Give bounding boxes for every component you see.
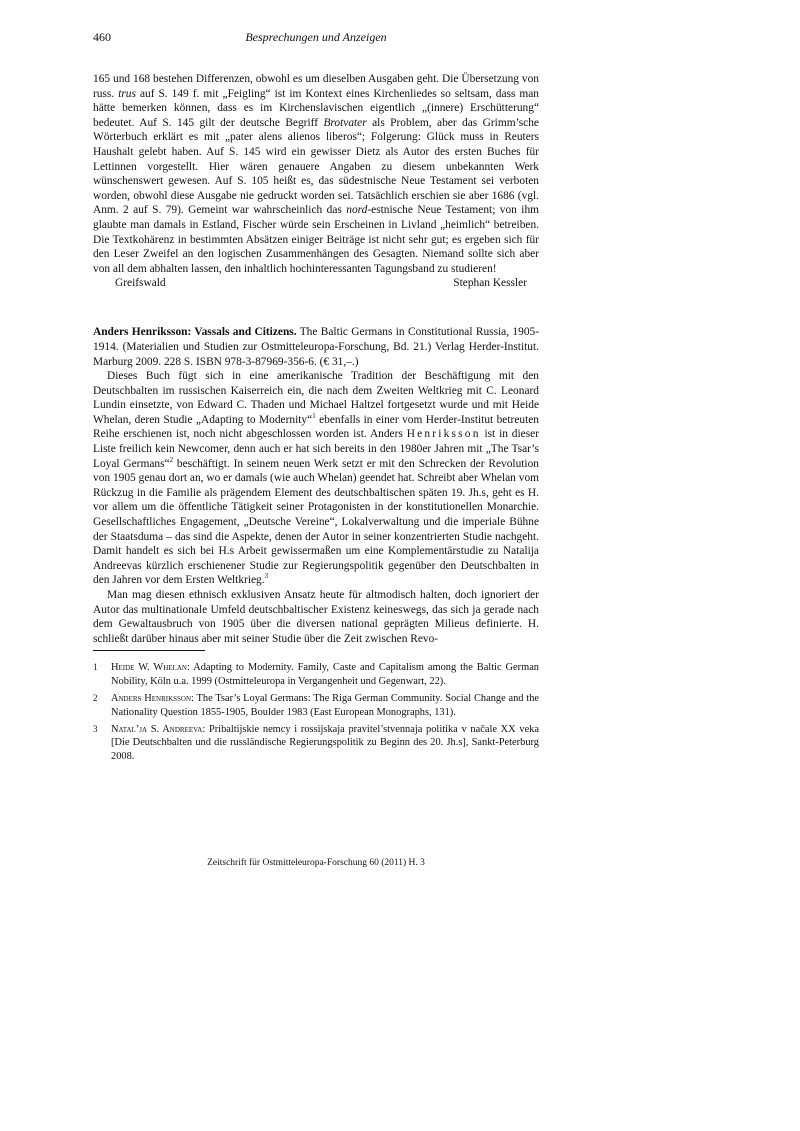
journal-footer: Zeitschrift für Ostmitteleuropa-Forschung 60 (2011) H. 3 [207,858,425,868]
page-number: 460 [93,30,111,44]
footnote-rule [93,650,205,651]
footnote-ref-2: 2 [169,455,174,464]
review-2 [93,325,539,646]
article-body [93,72,539,763]
author-name-spaced: Henriksson [406,428,481,441]
running-title: Besprechungen und Anzeigen [245,30,387,44]
term-brotvater: Brotvater [323,116,367,129]
book-heading: Anders Henriksson: Vassals and Citizens. [93,326,297,339]
term-nord: nord [346,204,368,217]
footnote-number: 2 [93,693,98,704]
footnote-3 [93,723,539,763]
review-1-signature [93,276,539,291]
book-citation [93,325,539,369]
footnote-2 [93,692,539,719]
footnote-1 [93,661,539,688]
footnotes [93,661,539,763]
review-2-paragraph-2: Man mag diesen ethnisch exklusiven Ansatz heute für altmodisch halten, doch ignoriert der Autor das multinationale Umfeld deutschbaltischer Existenz keineswegs, das sich ja gerade nach dem Gewaltausbruch von 1905 über die diversen national geprägten Milieus definierte. H. schließt darüber hinaus aber mit seiner Studie über die Zeit zwischen Revo- [93,589,539,645]
footnote-author: Anders Henriksson [111,693,192,705]
review-1-paragraph: 165 und 168 bestehen Differenzen, obwohl es um dieselben Ausgaben geht. Die Übersetzung von russ. trus auf S. 149 f. mit „Feigling“ ist im Kontext eines Kirchenliedes so seltsam, dass man hätte bemerken können, dass es im Kirchenslavischen eigentlich „(innere) Erschütterung“ bedeutet. Auf S. 145 gilt der deutsche Begriff Brotvater als Problem, aber das Grimm’sche Wörterbuch erklärt es mit „pater alens alienos liberos“; Folgerung: Glück muss in Reuters Haushalt gelebt haben. Auf S. 145 wird ein gewisser Dietz als Autor des ersten Buches für Lettinnen vorgestellt. Hier wären genauere Angaben zu diesem unbekannten Werk wünschenswert gewesen. Auf S. 105 heißt es, das südestnische Neue Testament sei verboten worden, obwohl diese Ausgabe nie gedruckt worden sei. Tatsächlich erschien sie aber 1686 (vgl. Anm. 2 auf S. 79). Gemeint war wahrscheinlich das nord-estnische Neue Testament; von ihm glaubte man damals in Estland, Fischer würde sein Erscheinen in Livland „heimlich“ betreiben. Die Textkohärenz in bestimmten Absätzen einiger Beiträge ist nicht sehr gut; es ergeben sich für den Leser Zweifel an den logischen Zusammenhängen des Gesagten. Niemand sollte sich aber von all dem abhalten lassen, den inhaltlich hochinteressanten Tagungsband zu studieren! [93,73,539,275]
reviewer-city: Greifswald [115,277,166,290]
footnote-text: : The Tsar’s Loyal Germans: The Riga German Community. Social Change and the Nationality Question 1855-1905, Boulder 1983 (East European Monographs, 131). [111,693,539,718]
term-trus: trus [118,87,136,100]
footnote-text: : Pribaltijskie nemcy i rossijskaja pravitel’stvennaja politika v načale XX veka [Die Deutschbalten und die russländische Regierungspolitik zu Beginn des 20. Jh.s], Sankt-Peterburg 2008. [111,724,539,762]
footnote-number: 1 [93,662,98,673]
footnote-ref-1: 1 [312,412,316,421]
footnote-author: Natal’ja S. Andreeva [111,724,203,735]
footnote-number: 3 [93,724,98,734]
reviewer-name: Stephan Kessler [453,277,527,290]
review-2-paragraph-1: Dieses Buch fügt sich in eine amerikanische Tradition der Beschäftigung mit den Deutschbalten im russischen Kaiserreich ein, die nach dem Zweiten Weltkrieg mit C. Leonard Lundin einsetzte, von Edward C. Thaden und Michael Haltzel fortgesetzt wurde und mit Heide Whelan, deren Studie „Adapting to Modernity“$^1$ ebenfalls in einer vom Herder-Institut betreuten Reihe erschienen ist, noch nicht abgeschlossen worden ist. Anders Henriksson ist in dieser Liste freilich kein Newcomer, denn auch er hat sich bereits in den 1980er Jahren mit „The Tsar’s Loyal Germans“$^2$ beschäftigt. In seinem neuen Werk setzt er mit den Schrecken der Revolution von 1905 genau dort an, wo er damals (wie auch Whelan) geendet hat. Schreibt aber Whelan vom Rückzug in die Familie als prägendem Element des deutschbaltischen späten 19. Jh.s, geht es H. vor allem um die öffentliche Tätigkeit seiner Protagonisten in der konstitutionellen Monarchie. Gesellschaftliches Engagement, „Deutsche Vereine“, Lokalverwaltung und die imperiale Bühne der Staatsduma – das sind die Aspekte, denen der Autor in seiner konzentrierten Studie nachgeht. Damit handelt es sich bei H.s Arbeit gewissermaßen um eine Komplementärstudie zu Natalija Andreevas kürzlich erschienener Studie zur Regierungspolitik gegenüber den Deutschbalten in den Jahren vor dem Ersten Weltkrieg.$^3$ [93,370,539,587]
book-details: The Baltic Germans in Constitutional Russia, 1905-1914. (Materialien und Studien zur Ostmitteleuropa-Forschung, Bd. 21.) Verlag Herder-Institut. Marburg 2009. 228 S. ISBN 978-3-87969-356-6. (€ 31,–.) [93,326,540,368]
page [93,30,539,767]
running-head [93,30,539,50]
footnote-author: Heide W. Whelan [111,662,187,674]
footnote-ref-3: 3 [264,572,269,581]
footnote-text: : Adapting to Modernity. Family, Caste and Capitalism among the Baltic German Nobility, Köln u.a. 1999 (Ostmitteleuropa in Vergangenheit und Gegenwart, 22). [111,662,539,687]
